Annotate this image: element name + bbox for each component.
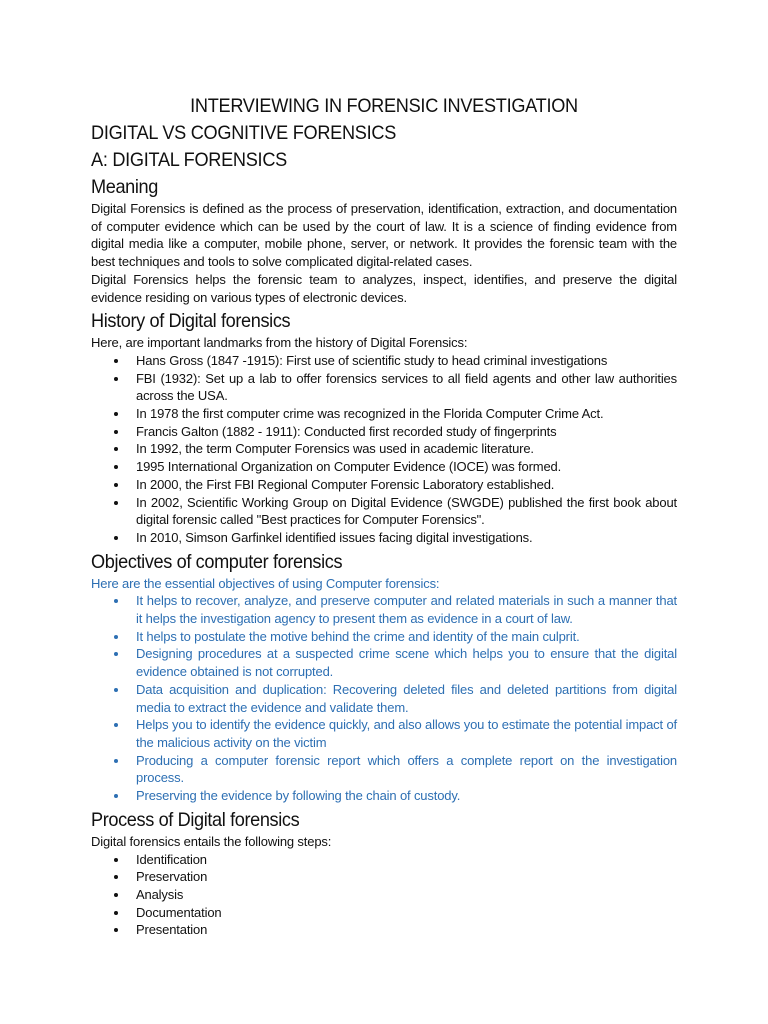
bullet-dot-icon xyxy=(114,794,118,798)
objectives-intro: Here are the essential objectives of using Computer forensics: xyxy=(91,575,440,591)
history-section xyxy=(91,308,677,546)
list-item: 1995 International Organization on Computer Evidence (IOCE) was formed. xyxy=(136,458,677,476)
process-intro: Digital forensics entails the following steps: xyxy=(91,833,332,849)
history-heading: History of Digital forensics xyxy=(91,310,291,333)
meaning-paragraph-2: Digital Forensics helps the forensic team to analyzes, inspect, identifies, and preserve the digital evidence residing on various types of electronic devices. xyxy=(91,271,677,305)
objectives-section xyxy=(91,549,677,805)
list-item: In 2010, Simson Garfinkel identified issues facing digital investigations. xyxy=(136,529,677,547)
process-section xyxy=(91,807,677,939)
bullet-dot-icon xyxy=(114,928,118,932)
list-item: Data acquisition and duplication: Recovering deleted files and deleted partitions from digital media to extract the evidence and validate them. xyxy=(136,681,677,716)
bullet-dot-icon xyxy=(114,359,118,363)
bullet-dot-icon xyxy=(114,723,118,727)
list-item: Identification xyxy=(136,851,677,869)
bullet-dot-icon xyxy=(114,893,118,897)
process-heading: Process of Digital forensics xyxy=(91,808,300,831)
bullet-dot-icon xyxy=(114,635,118,639)
bullet-dot-icon xyxy=(114,377,118,381)
list-item: Helps you to identify the evidence quickly, and also allows you to estimate the potential impact of the malicious activity on the victim xyxy=(136,716,677,751)
list-item: Documentation xyxy=(136,904,677,922)
list-item: It helps to recover, analyze, and preserve computer and related materials in such a manner that it helps the investigation agency to present them as evidence in a court of law. xyxy=(136,592,677,627)
list-item: Preservation xyxy=(136,868,677,886)
list-item: Hans Gross (1847 -1915): First use of scientific study to head criminal investigations xyxy=(136,352,677,370)
history-intro: Here, are important landmarks from the history of Digital Forensics: xyxy=(91,335,468,351)
list-item: In 1992, the term Computer Forensics was used in academic literature. xyxy=(136,440,677,458)
list-item: It helps to postulate the motive behind the crime and identity of the main culprit. xyxy=(136,628,677,646)
list-item: In 2000, the First FBI Regional Computer Forensic Laboratory established. xyxy=(136,476,677,494)
bullet-dot-icon xyxy=(114,759,118,763)
list-item: FBI (1932): Set up a lab to offer forensics services to all field agents and other law authorities across the USA. xyxy=(136,370,677,405)
bullet-dot-icon xyxy=(114,483,118,487)
bullet-dot-icon xyxy=(114,858,118,862)
meaning-section xyxy=(91,174,677,306)
meaning-heading: Meaning xyxy=(91,176,158,198)
process-list xyxy=(91,851,677,940)
bullet-dot-icon xyxy=(114,875,118,879)
bullet-dot-icon xyxy=(114,599,118,603)
history-list xyxy=(91,352,677,547)
bullet-dot-icon xyxy=(114,412,118,416)
list-item: In 1978 the first computer crime was recognized in the Florida Computer Crime Act. xyxy=(136,405,677,423)
list-item: Presentation xyxy=(136,921,677,939)
list-item: Designing procedures at a suspected crime scene which helps you to ensure that the digital evidence obtained is not corrupted. xyxy=(136,645,677,680)
bullet-dot-icon xyxy=(114,430,118,434)
list-item: Producing a computer forensic report which offers a complete report on the investigation process. xyxy=(136,752,677,787)
bullet-dot-icon xyxy=(114,652,118,656)
bullet-dot-icon xyxy=(114,688,118,692)
document-subtitle-1: DIGITAL VS COGNITIVE FORENSICS xyxy=(91,122,397,144)
list-item: Analysis xyxy=(136,886,677,904)
document-title: INTERVIEWING IN FORENSIC INVESTIGATION xyxy=(190,95,578,117)
list-item: Preserving the evidence by following the chain of custody. xyxy=(136,787,677,805)
bullet-dot-icon xyxy=(114,447,118,451)
objectives-list xyxy=(91,592,677,804)
bullet-dot-icon xyxy=(114,501,118,505)
list-item: Francis Galton (1882 - 1911): Conducted first recorded study of fingerprints xyxy=(136,423,677,441)
list-item: In 2002, Scientific Working Group on Digital Evidence (SWGDE) published the first book about digital forensic called "Best practices for Computer Forensics". xyxy=(136,494,677,529)
bullet-dot-icon xyxy=(114,911,118,915)
objectives-heading: Objectives of computer forensics xyxy=(91,550,343,573)
meaning-paragraph-1: Digital Forensics is defined as the process of preservation, identification, extraction, and documentation of computer evidence which can be used by the court of law. It is a science of finding evidence from digital media like a computer, mobile phone, server, or network. It provides the forensic team with the best techniques and tools to solve complicated digital-related cases. xyxy=(91,201,677,270)
bullet-dot-icon xyxy=(114,465,118,469)
document-subtitle-2: A: DIGITAL FORENSICS xyxy=(91,149,287,171)
bullet-dot-icon xyxy=(114,536,118,540)
